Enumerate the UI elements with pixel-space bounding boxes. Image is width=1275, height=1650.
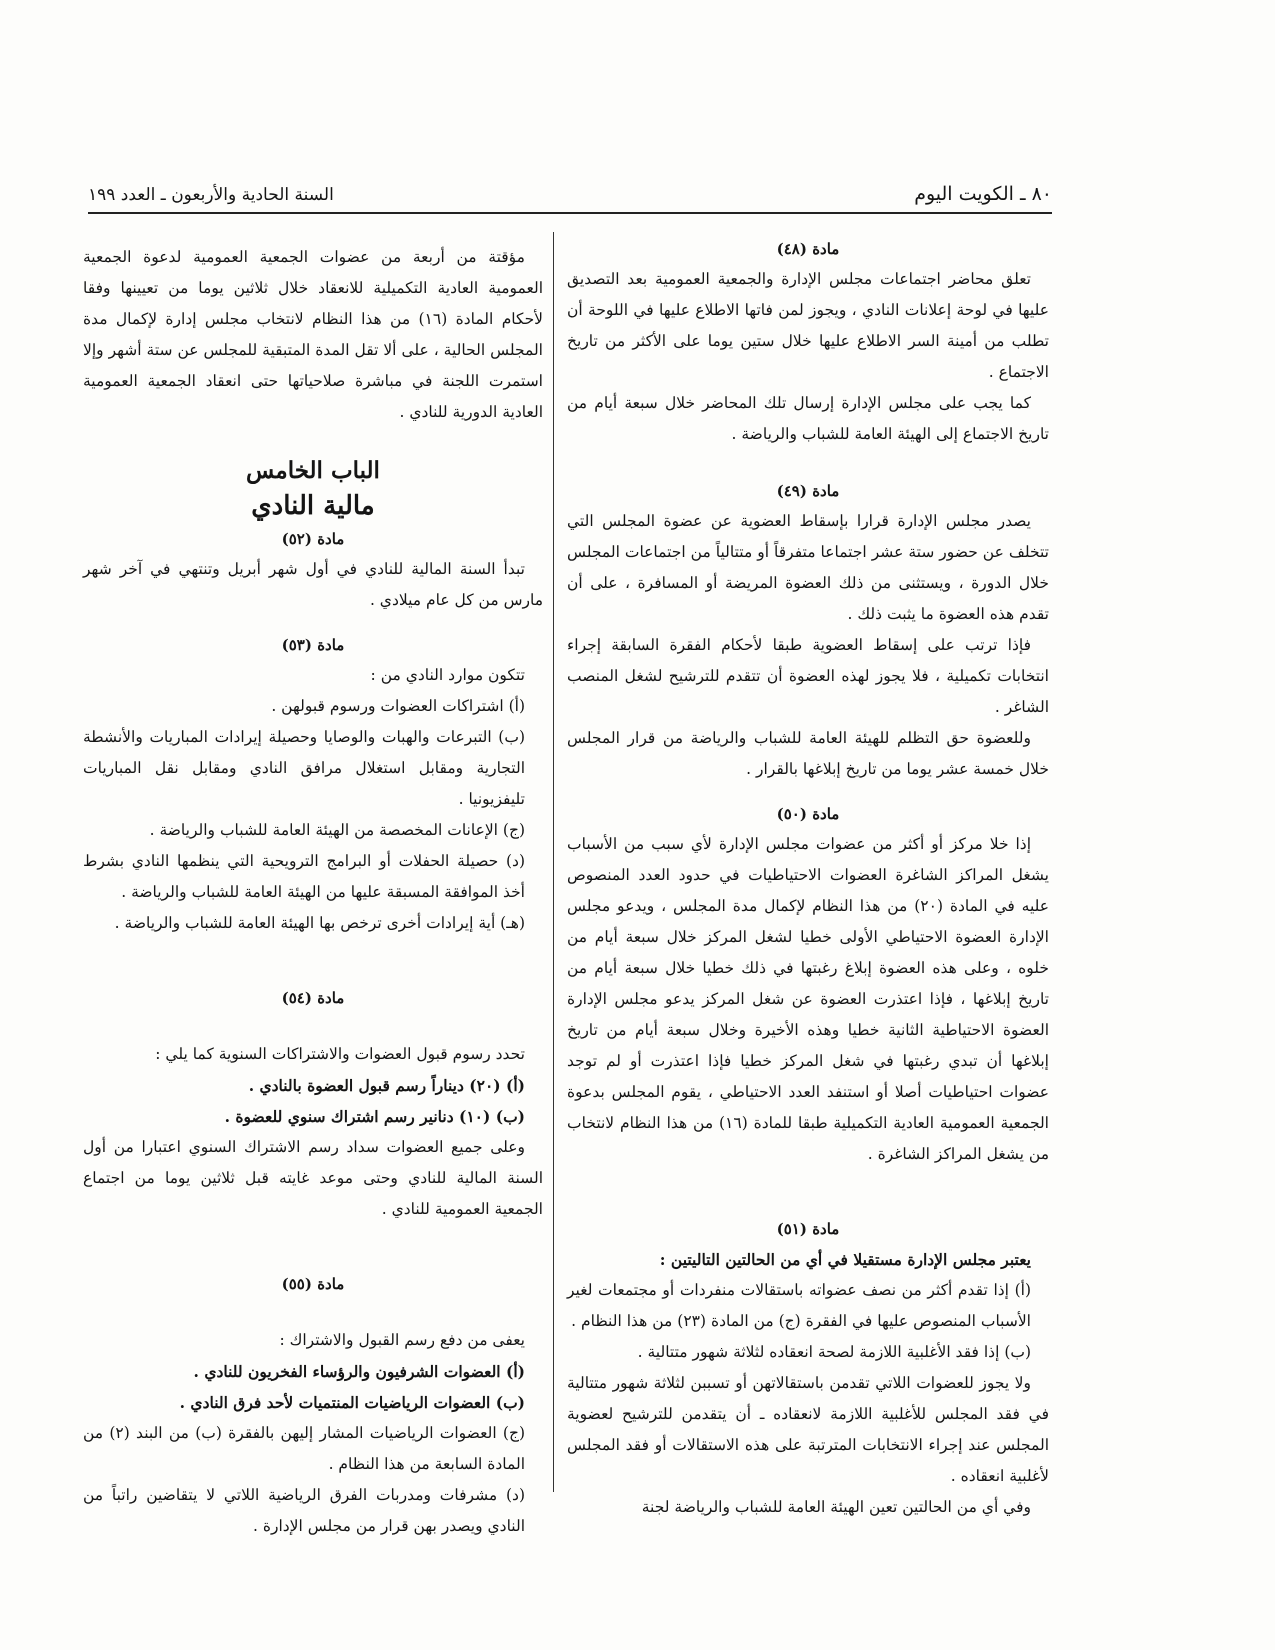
article-lead: يعفى من دفع رسم القبول والاشتراك : bbox=[279, 1331, 525, 1349]
paragraph: كما يجب على مجلس الإدارة إرسال تلك المحاضر خلال سبعة أيام من تاريخ الاجتماع إلى الهيئة العامة للشباب والرياضة . bbox=[567, 394, 1049, 443]
article-title: مادة (٥٥) bbox=[281, 1275, 345, 1293]
article-51 bbox=[567, 1214, 1049, 1523]
page-header bbox=[88, 181, 1052, 211]
paragraph: وعلى جميع العضوات سداد رسم الاشتراك السنوي اعتبارا من أول السنة المالية للنادي وحتى موعد غايته قبل ثلاثين يوما من اجتماع الجمعية العمومية للنادي . bbox=[83, 1138, 543, 1218]
article-title: مادة (٥٤) bbox=[281, 989, 345, 1007]
list-item: (د) حصيلة الحفلات أو البرامج الترويحية التي ينظمها النادي بشرط أخذ الموافقة المسبقة عليها من الهيئة العامة للشباب والرياضة . bbox=[83, 852, 525, 901]
list-item: (ج) الإعانات المخصصة من الهيئة العامة للشباب والرياضة . bbox=[149, 821, 525, 839]
list-item: (أ) العضوات الشرفيون والرؤساء الفخريون للنادي . bbox=[193, 1362, 525, 1381]
paragraph: فإذا ترتب على إسقاط العضوية طبقا لأحكام الفقرة السابقة إجراء انتخابات تكميلية ، فلا يجوز لهذه العضوة أن تتقدم للترشيح لشغل المنصب الشاغر . bbox=[567, 636, 1049, 716]
article-lead: تتكون موارد النادي من : bbox=[370, 666, 525, 684]
column-divider bbox=[553, 232, 554, 1492]
paragraph: وفي أي من الحالتين تعين الهيئة العامة للشباب والرياضة لجنة bbox=[641, 1498, 1031, 1516]
list-item: (أ) اشتراكات العضوات ورسوم قبولهن . bbox=[271, 697, 525, 715]
article-53 bbox=[83, 630, 543, 939]
list-item: (ب) التبرعات والهبات والوصايا وحصيلة إيرادات المباريات والأنشطة التجارية ومقابل استغلال مرافق النادي ومقابل نقل المباريات تليفزيونيا . bbox=[83, 728, 525, 808]
list-item: (ب) (١٠) دنانير رسم اشتراك سنوي للعضوة . bbox=[224, 1107, 525, 1126]
list-item: (د) مشرفات ومدربات الفرق الرياضية اللاتي لا يتقاضين راتباً من النادي ويصدر بهن قرار من مجلس الإدارة . bbox=[83, 1486, 525, 1535]
article-48 bbox=[567, 234, 1049, 450]
article-title: مادة (٥١) bbox=[776, 1220, 840, 1238]
article-title: مادة (٥٠) bbox=[776, 805, 840, 823]
article-title: مادة (٥٣) bbox=[281, 636, 345, 654]
header-rule bbox=[88, 212, 1052, 214]
article-54 bbox=[83, 983, 543, 1225]
list-item: (ب) العضوات الرياضيات المنتميات لأحد فرق النادي . bbox=[179, 1393, 525, 1412]
list-item: (هـ) أية إيرادات أخرى ترخص بها الهيئة العامة للشباب والرياضة . bbox=[114, 914, 525, 932]
article-title: مادة (٤٩) bbox=[776, 482, 840, 500]
issue-label: السنة الحادية والأربعون ـ العدد ١٩٩ bbox=[88, 185, 334, 205]
article-lead: يعتبر مجلس الإدارة مستقيلا في أي من الحالتين التاليتين : bbox=[659, 1250, 1031, 1269]
article-title: مادة (٥٢) bbox=[281, 530, 345, 548]
list-item: (أ) (٢٠) ديناراً رسم قبول العضوة بالنادي . bbox=[248, 1076, 525, 1095]
section-title: مالية النادي bbox=[251, 491, 375, 521]
paragraph: تبدأ السنة المالية للنادي في أول شهر أبريل وتنتهي في آخر شهر مارس من كل عام ميلادي . bbox=[83, 560, 543, 609]
article-title: مادة (٤٨) bbox=[776, 240, 840, 258]
article-52 bbox=[83, 524, 543, 616]
list-item: (أ) إذا تقدم أكثر من نصف عضواته باستقالات منفردات أو مجتمعات لغير الأسباب المنصوص عليها في الفقرة (ج) من المادة (٢٣) من هذا النظام . bbox=[567, 1281, 1031, 1330]
left-column bbox=[83, 242, 543, 1542]
article-lead: تحدد رسوم قبول العضوات والاشتراكات السنوية كما يلي : bbox=[155, 1045, 525, 1063]
right-column bbox=[567, 234, 1049, 1523]
list-item: (ج) العضوات الرياضيات المشار إليهن بالفقرة (ب) من البند (٢) من المادة السابعة من هذا النظام . bbox=[83, 1424, 525, 1473]
paragraph: ولا يجوز للعضوات اللاتي تقدمن باستقالاتهن أو تسببن لثلاثة شهور متتالية في فقد المجلس للأغلبية اللازمة لانعقاده ـ أن يتقدمن للترشيح لعضوية المجلس عند إجراء الانتخابات المترتبة على هذه الاستقالات أو فقد المجلس لأغلبية انعقاده . bbox=[567, 1374, 1049, 1485]
paragraph: إذا خلا مركز أو أكثر من عضوات مجلس الإدارة لأي سبب من الأسباب يشغل المراكز الشاغرة العضوات الاحتياطيات في حدود العدد المنصوص عليه في المادة (٢٠) من هذا النظام لإكمال مدة المجلس ، ويدعو مجلس الإدارة العضوة الاحتياطي الأولى خطيا لشغل المركز خلال سبعة أيام من خلوه ، وعلى هذه العضوة إبلاغ رغبتها في ذلك خطيا خلال سبعة أيام من تاريخ إبلاغها ، فإذا اعتذرت العضوة عن شغل المركز يدعو مجلس الإدارة العضوة الاحتياطية الثانية خطيا وهذه الأخيرة وخلال سبعة أيام من تاريخ إبلاغها أن تبدي رغبتها في شغل المركز خطيا فإذا اعتذرت أو لم توجد عضوات احتياطيات أصلا أو استنفد العدد الاحتياطي ، يقوم المجلس بدعوة الجمعية العمومية العادية التكميلية طبقا للمادة (١٦) من هذا النظام لانتخاب من يشغل المراكز الشاغرة . bbox=[567, 835, 1050, 1163]
continuation-paragraph: مؤقتة من أربعة من عضوات الجمعية العمومية لدعوة الجمعية العمومية العادية التكميلية للانعقاد خلال ثلاثين يوما من تعيينها وفقا لأحكام المادة (١٦) من هذا النظام لانتخاب مجلس إدارة لإكمال مدة المجلس الحالية ، على ألا تقل المدة المتبقية للمجلس عن ستة أشهر وإلا استمرت اللجنة في مباشرة صلاحياتها حتى انعقاد الجمعية العمومية العادية الدورية للنادي . bbox=[83, 248, 543, 421]
article-50 bbox=[567, 799, 1049, 1170]
paragraph: يصدر مجلس الإدارة قرارا بإسقاط العضوية عن عضوة المجلس التي تتخلف عن حضور ستة عشر اجتماعا متفرقاً أو متتالياً من اجتماعات المجلس خلال الدورة ، ويستثنى من ذلك العضوة المريضة أو المسافرة ، على أن تقدم هذه العضوة ما يثبت ذلك . bbox=[567, 512, 1049, 623]
chapter-title: الباب الخامس bbox=[246, 457, 380, 484]
paragraph: تعلق محاضر اجتماعات مجلس الإدارة والجمعية العمومية بعد التصديق عليها في لوحة إعلانات النادي ، ويجوز لمن فاتها الاطلاع عليها في اللوحة أن تطلب من أمينة السر الاطلاع عليها خلال ستين يوما على الأكثر من تاريخ الاجتماع . bbox=[567, 270, 1049, 381]
article-49 bbox=[567, 476, 1049, 785]
paragraph: وللعضوة حق التظلم للهيئة العامة للشباب والرياضة من قرار المجلس خلال خمسة عشر يوما من تاريخ إبلاغها بالقرار . bbox=[567, 729, 1049, 778]
page-label: ٨٠ ـ الكويت اليوم bbox=[914, 183, 1052, 205]
article-55 bbox=[83, 1269, 543, 1542]
list-item: (ب) إذا فقد الأغلبية اللازمة لصحة انعقاده لثلاثة شهور متتالية . bbox=[637, 1343, 1031, 1361]
